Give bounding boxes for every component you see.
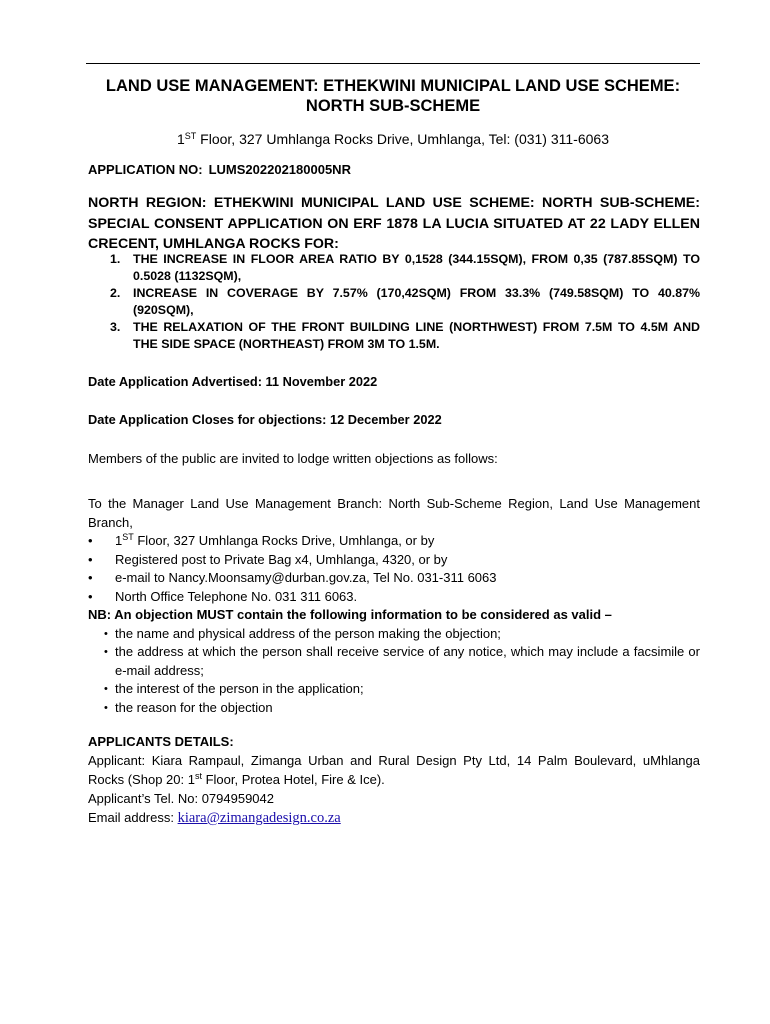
email-label: Email address: [88, 810, 178, 825]
bullet-icon: • [104, 683, 108, 695]
applicant-superscript: st [194, 771, 202, 781]
bullet-icon: • [104, 646, 108, 658]
list-item [88, 680, 700, 699]
validity-criteria [88, 625, 700, 718]
list-item [88, 285, 700, 319]
applicant-section [88, 732, 700, 828]
objection-channels [88, 532, 700, 606]
list-item [88, 551, 700, 570]
applicant-line-a: Applicant: Kiara Rampaul, Zimanga Urban and Rural Design Pty Ltd, 14 Palm Boulevard, uMhlanga Rocks (Shop 20: 1 [88, 753, 700, 787]
notice-heading: NORTH REGION: ETHEKWINI MUNICIPAL LAND USE SCHEME: NORTH SUB-SCHEME: SPECIAL CONSENT APPLICATION ON ERF 1878 LA LUCIA SITUATED AT 22 LADY ELLEN CRECENT, UMHLANGA ROCKS FOR: [88, 195, 700, 252]
applicant-line-b: Floor, Protea Hotel, Fire & Ice). [201, 772, 385, 787]
application-number-label: APPLICATION NO: [88, 162, 203, 177]
bullet-icon: • [88, 533, 93, 548]
office-address [86, 130, 700, 148]
applicant-tel: Applicant’s Tel. No: 0794959042 [88, 791, 274, 806]
channel-text: North Office Telephone No. 031 311 6063. [115, 588, 358, 604]
objections-recipient: To the Manager Land Use Management Branch: North Sub-Scheme Region, Land Use Management Branch, [88, 496, 700, 530]
validity-note: NB: An objection MUST contain the following information to be considered as valid – [88, 607, 612, 622]
bullet-icon: • [104, 701, 108, 714]
application-items [88, 251, 700, 353]
list-item [88, 588, 700, 607]
applicant-heading: APPLICANTS DETAILS: [88, 734, 234, 749]
list-item [88, 319, 700, 353]
item-text: INCREASE IN COVERAGE BY 7.57% (170,42SQM) FROM 33.3% (749.58SQM) TO 40.87% (920SQM), [133, 286, 700, 317]
date-advertised: Date Application Advertised: 11 November 2022 [88, 374, 378, 389]
bullet-icon: • [88, 551, 93, 567]
bullet-icon: • [88, 588, 93, 604]
list-item [88, 251, 700, 285]
criterion-text: the name and physical address of the person making the objection; [115, 625, 501, 641]
bullet-icon: • [88, 570, 93, 585]
channel-text: Registered post to Private Bag x4, Umhlanga, 4320, or by [115, 551, 448, 567]
objections-section [88, 495, 700, 717]
item-number: 2. [110, 286, 121, 300]
channel-superscript: ST [122, 532, 134, 542]
bullet-icon: • [104, 627, 108, 640]
address-floor-number: 1 [176, 131, 185, 147]
criterion-text: the reason for the objection [115, 699, 273, 715]
list-item [88, 643, 700, 680]
list-item [88, 532, 700, 551]
application-number-value: LUMS202202180005NR [208, 162, 351, 177]
item-text: THE INCREASE IN FLOOR AREA RATIO BY 0,1528 (344.15SQM), FROM 0,35 (787.85SQM) TO 0.5028 (1132SQM), [133, 252, 700, 283]
list-item [88, 569, 700, 588]
application-number [88, 162, 351, 177]
item-number: 1. [110, 252, 121, 266]
list-item [88, 625, 700, 644]
channel-floor-number: 1 [115, 533, 123, 548]
objections-intro: Members of the public are invited to lodge written objections as follows: [88, 451, 498, 466]
list-item [88, 699, 700, 718]
channel-text: e-mail to Nancy.Moonsamy@durban.gov.za, Tel No. 031-311 6063 [115, 570, 497, 585]
top-rule [86, 63, 700, 64]
address-text: Floor, 327 Umhlanga Rocks Drive, Umhlanga, Tel: (031) 311-6063 [196, 131, 609, 147]
date-closes: Date Application Closes for objections: 12 December 2022 [88, 412, 442, 427]
address-superscript: ST [184, 131, 197, 141]
item-number: 3. [110, 320, 121, 334]
criterion-text: the interest of the person in the application; [115, 681, 364, 696]
email-link[interactable]: kiara@zimangadesign.co.za [177, 810, 341, 826]
page-title: LAND USE MANAGEMENT: ETHEKWINI MUNICIPAL LAND USE SCHEME: NORTH SUB-SCHEME [105, 77, 681, 115]
channel-text: Floor, 327 Umhlanga Rocks Drive, Umhlanga, or by [133, 533, 435, 548]
applicant-email [88, 808, 700, 828]
applicant-details [88, 751, 700, 789]
criterion-text: the address at which the person shall receive service of any notice, which may include a facsimile or e-mail address; [115, 644, 700, 678]
item-text: THE RELAXATION OF THE FRONT BUILDING LINE (NORTHWEST) FROM 7.5M TO 4.5M AND THE SIDE SPACE (NORTHEAST) FROM 3M TO 1.5M. [133, 320, 700, 351]
